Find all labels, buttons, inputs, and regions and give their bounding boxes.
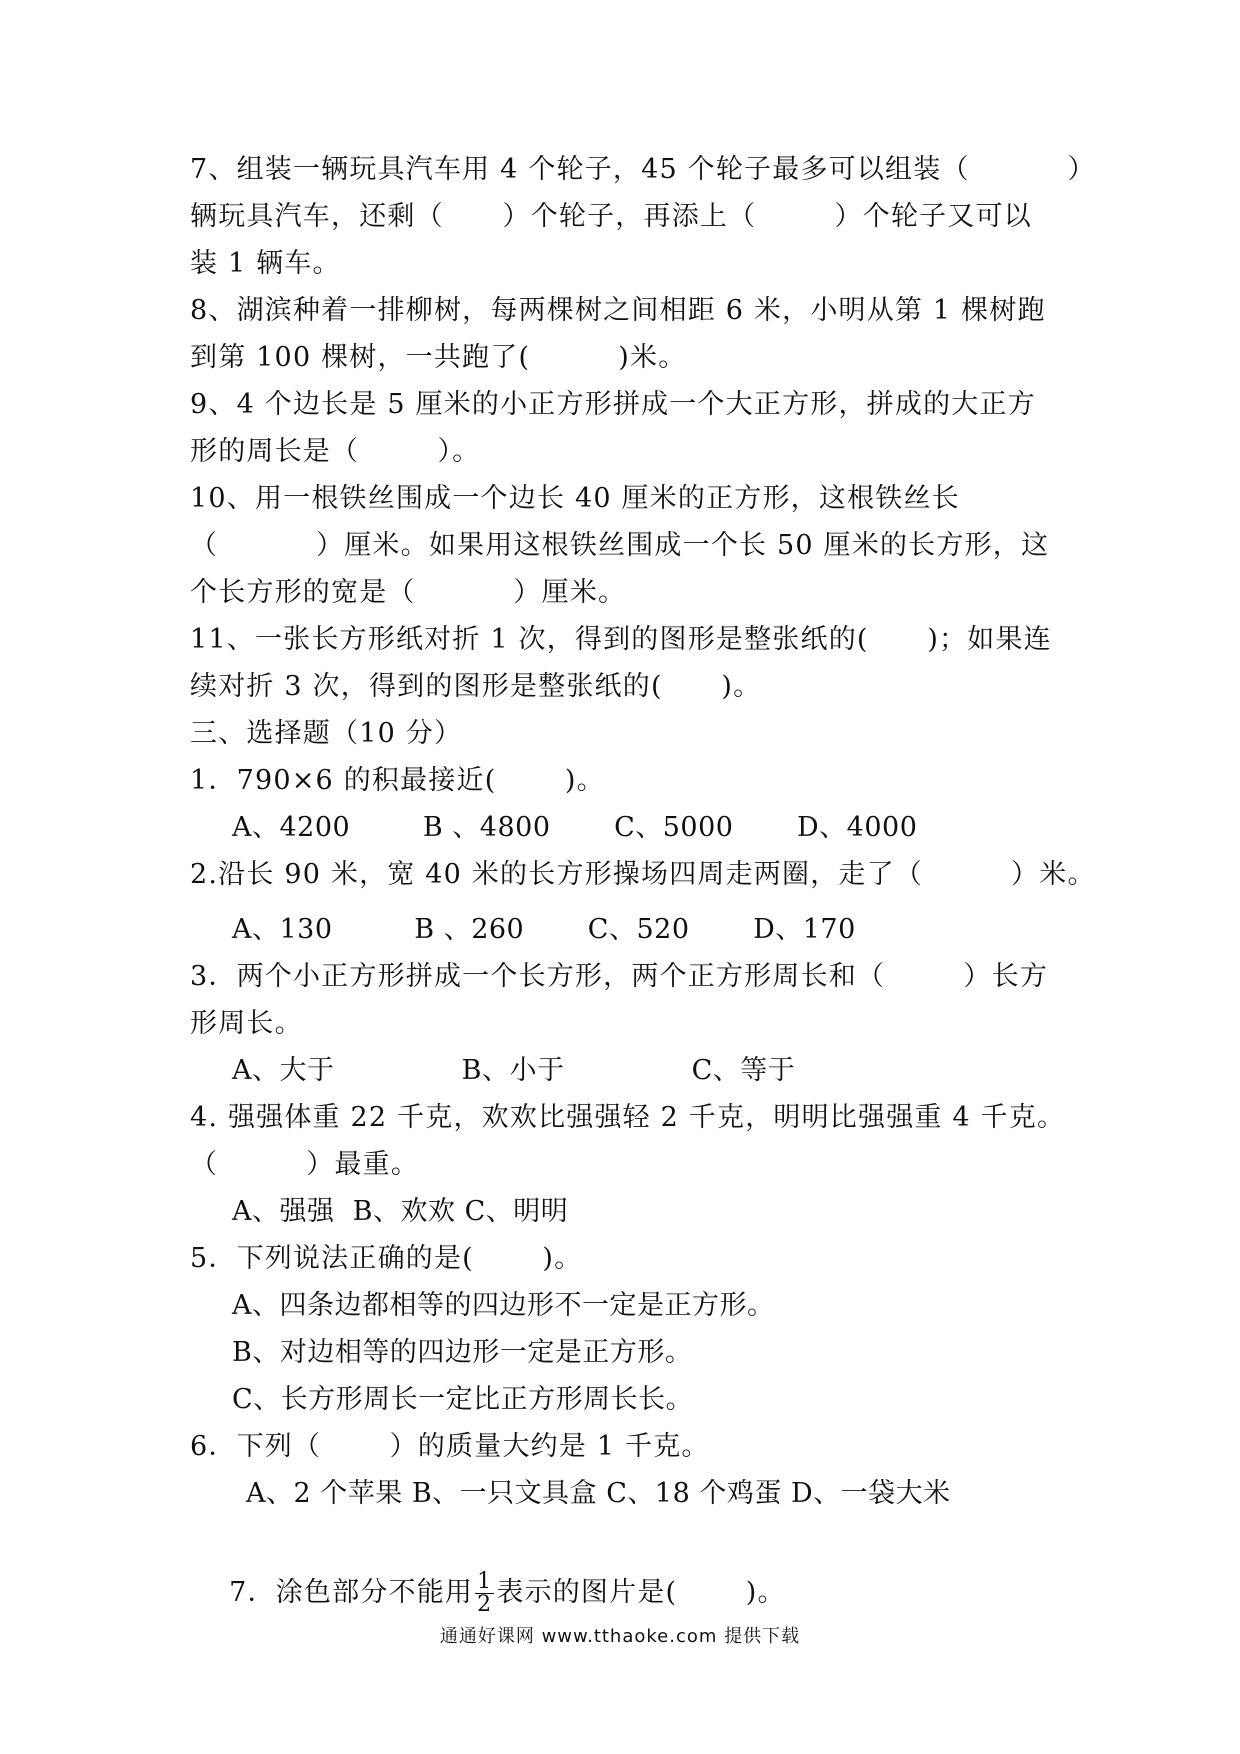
fill-q7-line2: 辆玩具汽车，还剩（ ）个轮子，再添上（ ）个轮子又可以: [190, 201, 1032, 232]
choice-q2-options: A、130 B 、260 C、520 D、170: [232, 914, 856, 945]
choice-q7-text-after: 表示的图片是( )。: [496, 1577, 786, 1608]
choice-q3-options: A、大于 B、小于 C、等于: [232, 1055, 796, 1086]
fill-q7-line3: 装 1 辆车。: [190, 248, 341, 279]
choice-q4-line2: （ ）最重。: [190, 1149, 420, 1180]
choice-q4-line1: 4. 强强体重 22 千克，欢欢比强强轻 2 千克，明明比强强重 4 千克。: [190, 1102, 1066, 1133]
fraction-denominator: 2: [477, 1592, 493, 1617]
choice-q5-stem: 5．下列说法正确的是( )。: [190, 1243, 583, 1274]
fill-q10-line1: 10、用一根铁丝围成一个边长 40 厘米的正方形，这根铁丝长: [190, 483, 960, 514]
choice-q7-text-before: 7．涂色部分不能用: [229, 1577, 474, 1608]
fill-q10-line3: 个长方形的宽是（ ）厘米。: [190, 577, 627, 608]
choice-q5-option-b: B、对边相等的四边形一定是正方形。: [232, 1337, 693, 1368]
choice-q4-options: A、强强 B、欢欢 C、明明: [232, 1196, 569, 1227]
fill-q9-line1: 9、4 个边长是 5 厘米的小正方形拼成一个大正方形，拼成的大正方: [190, 389, 1036, 420]
fill-q10-line2: （ ）厘米。如果用这根铁丝围成一个长 50 厘米的长方形，这: [190, 530, 1050, 561]
one-half-fraction: [475, 1571, 494, 1616]
choice-q6-options: A、2 个苹果 B、一只文具盒 C、18 个鸡蛋 D、一袋大米: [246, 1478, 951, 1509]
choice-q3-line2: 形周长。: [190, 1008, 303, 1039]
footer-source: 通通好课网 www.tthaoke.com 提供下载: [439, 1626, 801, 1647]
choice-q3-line1: 3．两个小正方形拼成一个长方形，两个正方形周长和（ ）长方: [190, 961, 1049, 992]
fill-q8-line2: 到第 100 棵树，一共跑了( )米。: [190, 342, 687, 373]
choice-q1-stem: 1．790×6 的积最接近( )。: [190, 765, 605, 796]
choice-q5-option-a: A、四条边都相等的四边形不一定是正方形。: [232, 1290, 775, 1321]
choice-q6-stem: 6．下列（ ）的质量大约是 1 千克。: [190, 1431, 710, 1462]
fill-q11-line2: 续对折 3 次，得到的图形是整张纸的( )。: [190, 671, 762, 702]
fill-q8-line1: 8、湖滨种着一排柳树，每两棵树之间相距 6 米，小明从第 1 棵树跑: [190, 295, 1046, 326]
fill-q7-line1: 7、组装一辆玩具汽车用 4 个轮子，45 个轮子最多可以组装（ ）: [190, 154, 1096, 185]
choice-q1-options: A、4200 B 、4800 C、5000 D、4000: [232, 812, 918, 843]
choice-q5-option-c: C、长方形周长一定比正方形周长长。: [232, 1384, 694, 1415]
fraction-numerator: 1: [477, 1569, 493, 1594]
choice-q2-stem: 2.沿长 90 米，宽 40 米的长方形操场四周走两圈，走了（ ）米。: [190, 859, 1096, 890]
fill-q9-line2: 形的周长是（ ）。: [190, 436, 481, 467]
section-heading-choice: 三、选择题（10 分）: [190, 718, 463, 749]
fill-q11-line1: 11、一张长方形纸对折 1 次，得到的图形是整张纸的( )；如果连: [190, 624, 1052, 655]
